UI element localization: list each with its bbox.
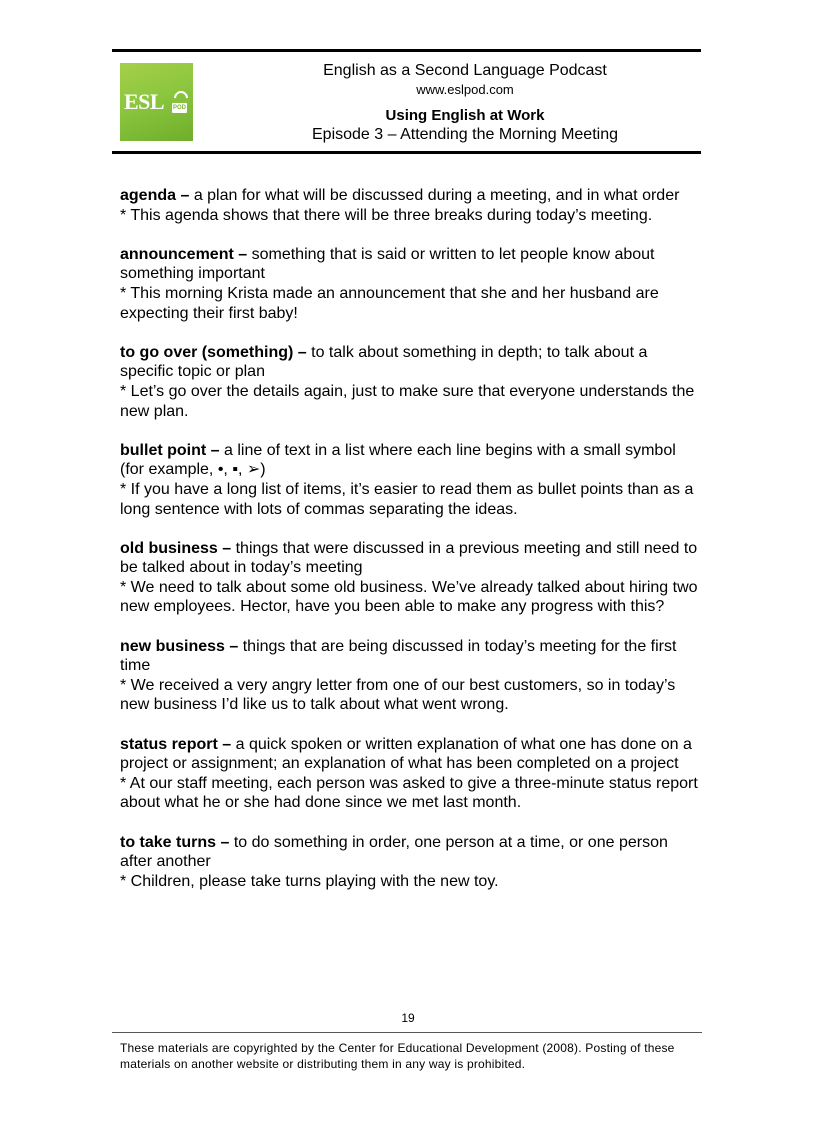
glossary-term: bullet point – <box>120 441 220 459</box>
glossary-entry-status-report <box>120 735 700 813</box>
footer-rule <box>112 1032 702 1033</box>
glossary-definition: to do something in order, one person at a time, or one person after another <box>120 833 668 871</box>
header-bottom-rule <box>112 151 701 154</box>
copyright-notice: These materials are copyrighted by the Center for Educational Development (2008). Posting of these materials on another website or distributing them in any way is prohibited. <box>120 1041 675 1071</box>
eslpod-logo <box>120 63 193 141</box>
series-title: Using English at Work <box>385 107 545 124</box>
glossary-term: to take turns – <box>120 833 230 851</box>
glossary-entry-old-business <box>120 539 700 617</box>
glossary-example: * We received a very angry letter from one of our best customers, so in today’s new business I’d like us to talk about what went wrong. <box>120 676 676 714</box>
glossary-example: * At our staff meeting, each person was asked to give a three-minute status report about what he or she had done since we met last month. <box>120 774 698 812</box>
glossary-example: * Let’s go over the details again, just to make sure that everyone understands the new plan. <box>120 382 695 420</box>
glossary-term: announcement – <box>120 245 248 263</box>
logo-text: ESL <box>124 89 165 114</box>
glossary-definition: a plan for what will be discussed during a meeting, and in what order <box>193 187 680 204</box>
podcast-url: www.eslpod.com <box>416 82 514 97</box>
glossary-entry-agenda <box>120 186 700 225</box>
logo-pod-badge: POD <box>172 105 186 111</box>
header-top-rule <box>112 49 701 52</box>
glossary-entry-take-turns <box>120 833 700 892</box>
glossary-term: new business – <box>120 637 239 655</box>
glossary-example: * We need to talk about some old business. We’ve already talked about hiring two new employees. Hector, have you been able to make any progress with this? <box>120 578 698 616</box>
glossary-list <box>120 186 700 911</box>
glossary-term: old business – <box>120 539 232 557</box>
glossary-term: status report – <box>120 735 232 753</box>
glossary-term: to go over (something) – <box>120 343 307 361</box>
glossary-definition: things that are being discussed in today’s meeting for the first time <box>120 637 677 675</box>
glossary-example: * If you have a long list of items, it’s easier to read them as bullet points than as a long sentence with lots of commas separating the ideas. <box>120 480 694 518</box>
glossary-entry-announcement <box>120 245 700 323</box>
glossary-entry-bullet-point <box>120 441 700 519</box>
glossary-definition: a line of text in a list where each line begins with a small symbol (for example, •, ▪, ➢) <box>120 441 676 479</box>
glossary-example: * This agenda shows that there will be three breaks during today’s meeting. <box>120 206 653 224</box>
page-number: 19 <box>401 1011 415 1025</box>
podcast-title: English as a Second Language Podcast <box>323 62 607 79</box>
glossary-definition: a quick spoken or written explanation of what one has done on a project or assignment; an explanation of what has been completed on a project <box>120 735 692 773</box>
episode-title: Episode 3 – Attending the Morning Meeting <box>312 126 618 143</box>
glossary-term: agenda – <box>120 187 190 204</box>
glossary-example: * This morning Krista made an announcement that she and her husband are expecting their first baby! <box>120 284 659 322</box>
glossary-definition: to talk about something in depth; to talk about a specific topic or plan <box>120 343 648 381</box>
glossary-definition: something that is said or written to let people know about something important <box>120 245 655 283</box>
glossary-entry-go-over <box>120 343 700 421</box>
glossary-entry-new-business <box>120 637 700 715</box>
glossary-example: * Children, please take turns playing with the new toy. <box>120 872 499 890</box>
glossary-definition: things that were discussed in a previous meeting and still need to be talked about in today’s meeting <box>120 539 698 577</box>
